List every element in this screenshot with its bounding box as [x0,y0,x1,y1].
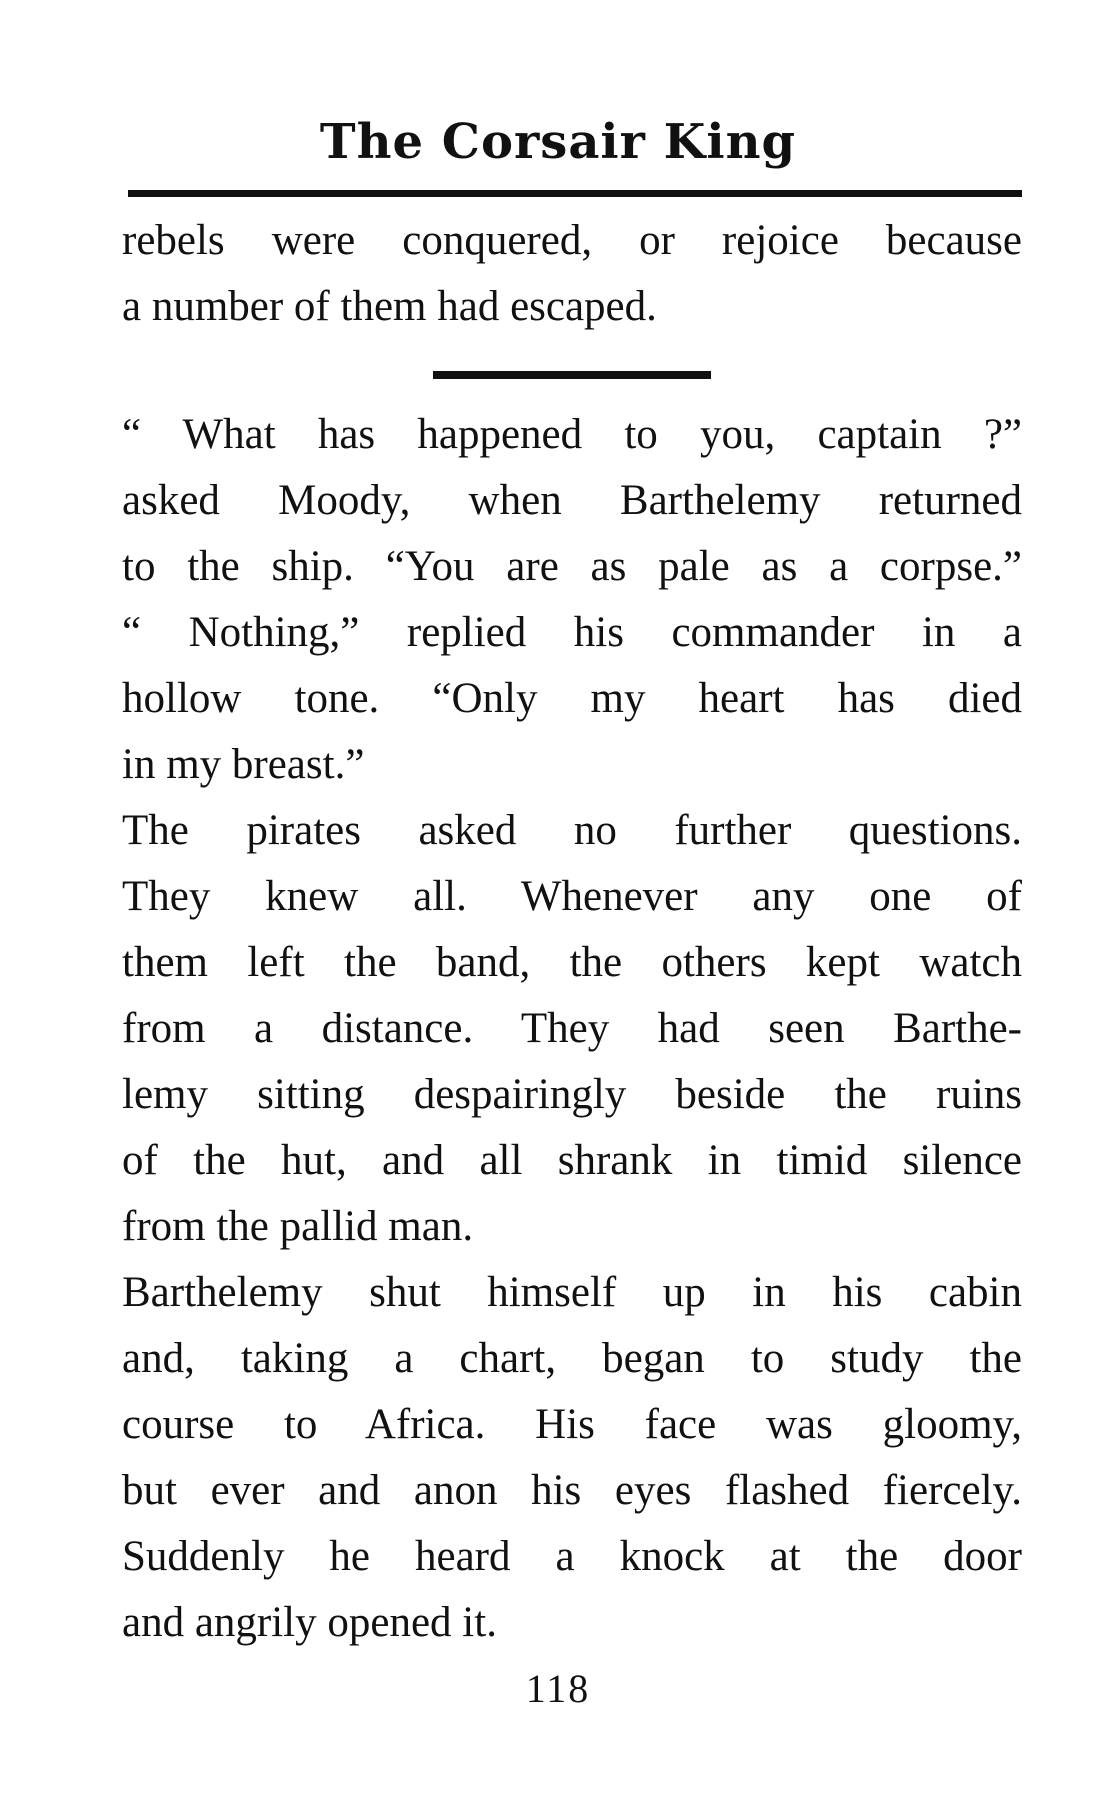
text-line: The pirates asked no further questions. [122,807,1022,854]
text-block-top [122,208,1022,340]
text-line: in my breast.” [122,741,365,788]
text-block-main [122,402,1022,1656]
text-line: lemy sitting despairingly beside the ruins [122,1071,1022,1118]
text-line: Barthelemy shut himself up in his cabin [122,1269,1022,1316]
text-line: them left the band, the others kept watch [122,939,1022,986]
title-rule [128,190,1022,197]
page-title: The Corsair King [319,114,797,170]
text-line: asked Moody, when Barthelemy returned [122,477,1022,524]
text-line: course to Africa. His face was gloomy, [122,1401,1022,1448]
text-line: They knew all. Whenever any one of [122,873,1022,920]
text-line: Suddenly he heard a knock at the door [122,1533,1022,1580]
text-line: hollow tone. “Only my heart has died [122,675,1022,722]
text-line: to the ship. “You are as pale as a corpse.” [122,543,1022,590]
text-line: from the pallid man. [122,1203,474,1250]
text-line: “ What has happened to you, captain ?” [122,411,1022,458]
section-divider [433,371,711,379]
text-line: from a distance. They had seen Barthe- [122,1005,1022,1052]
text-line: rebels were conquered, or rejoice because [122,217,1022,264]
text-line: and, taking a chart, began to study the [122,1335,1022,1382]
text-line: of the hut, and all shrank in timid silence [122,1137,1022,1184]
page-number: 118 [525,1666,591,1711]
text-line: “ Nothing,” replied his commander in a [122,609,1022,656]
text-line: a number of them had escaped. [122,283,657,330]
text-line: but ever and anon his eyes flashed fiercely. [122,1467,1022,1514]
text-line: and angrily opened it. [122,1599,497,1646]
